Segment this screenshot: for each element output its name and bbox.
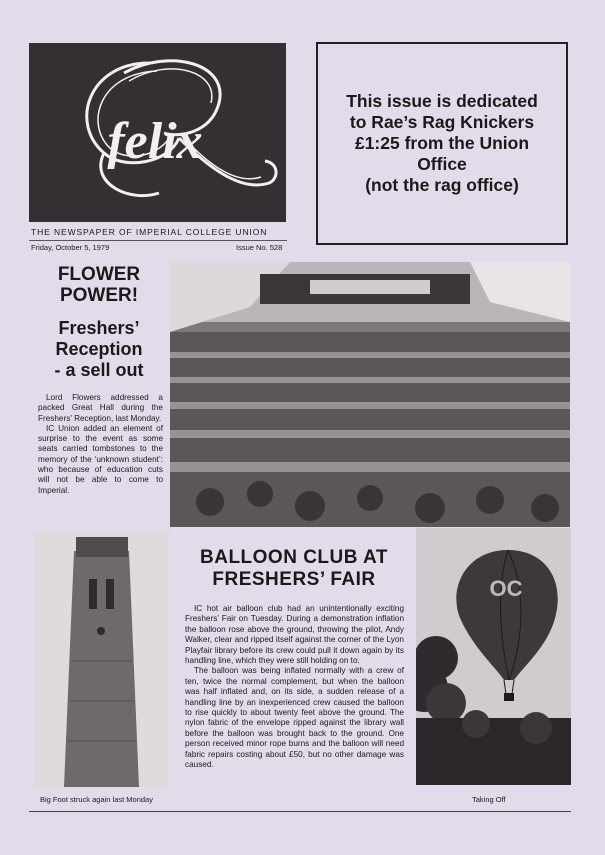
dedication-line: (not the rag office) [365,175,519,195]
dedication-box [316,42,568,245]
subhead-line: Freshers’ [58,318,140,338]
headline-line: POWER! [59,285,139,306]
story2-paragraph: IC hot air balloon club had an unintentionally exciting Freshers’ Fair on Tuesday. During a demonstration inflation the balloon rose above the ground, throwing the pilot, Andy Walker, clear and ripped itself against the corner of the Lyon Playfair library before its crew could pull it down again by its handling line, which they were still holding on to. [185,604,404,666]
felix-logo-art [29,43,286,222]
headline-line: FLOWER [57,264,141,285]
balloon-letters: OC [489,576,523,601]
story1-paragraph: Lord Flowers addressed a packed Great Hall during the Freshers’ Reception, last Monday. [38,393,163,423]
story1-body [38,393,163,496]
queens-tower-photo [34,531,169,787]
dedication-text [332,91,552,196]
masthead-title: THE NEWSPAPER OF IMPERIAL COLLEGE UNION [31,227,268,237]
felix-wordmark: felix [107,113,203,170]
story2-body [185,604,404,771]
balloon-caption: Taking Off [472,795,506,804]
issue-number: Issue No. 528 [236,243,283,252]
dedication-line: This issue is dedicated [346,91,538,111]
headline-line: FRESHERS’ FAIR [212,569,376,590]
felix-logo [29,43,286,222]
dedication-line: to Rae’s Rag Knickers [349,112,535,132]
story2-headline [182,547,406,591]
issue-date: Friday, October 5, 1979 [31,243,110,252]
story2-paragraph: The balloon was being inflated normally with a crew of ten, twice the normal complement, but when the balloon was half inflated and, on its side, a sudden release of a handling line by an inexperienced crew caused the balloon to rise quickly to about twenty feet above the ground. The nylon fabric of the envelope ripped against the library wall before the balloon was brought back to the ground. One person received minor rope burns and the balloon will need fabric repairs costing about £50, but no other damage was caused. [185,666,404,770]
tower-caption: Big Foot struck again last Monday [40,795,153,804]
hot-air-balloon-photo [416,528,571,785]
great-hall-crowd-photo [170,262,570,527]
subhead-line: - a sell out [54,360,144,380]
story1-headline [31,264,167,306]
headline-line: BALLOON CLUB AT [200,547,388,568]
subhead-line: Reception [55,339,143,359]
masthead-rule [29,240,287,241]
dedication-line: £1:25 from the Union [354,133,530,153]
dedication-line: Office [417,154,467,174]
story1-subhead [31,318,167,381]
page-bottom-rule [29,811,571,812]
story1-paragraph: IC Union added an element of surprise to the event as some seats carried tombstones to the memory of the ‘unknown student’: who because of education cuts will not be able to come to Imperial. [38,423,163,495]
